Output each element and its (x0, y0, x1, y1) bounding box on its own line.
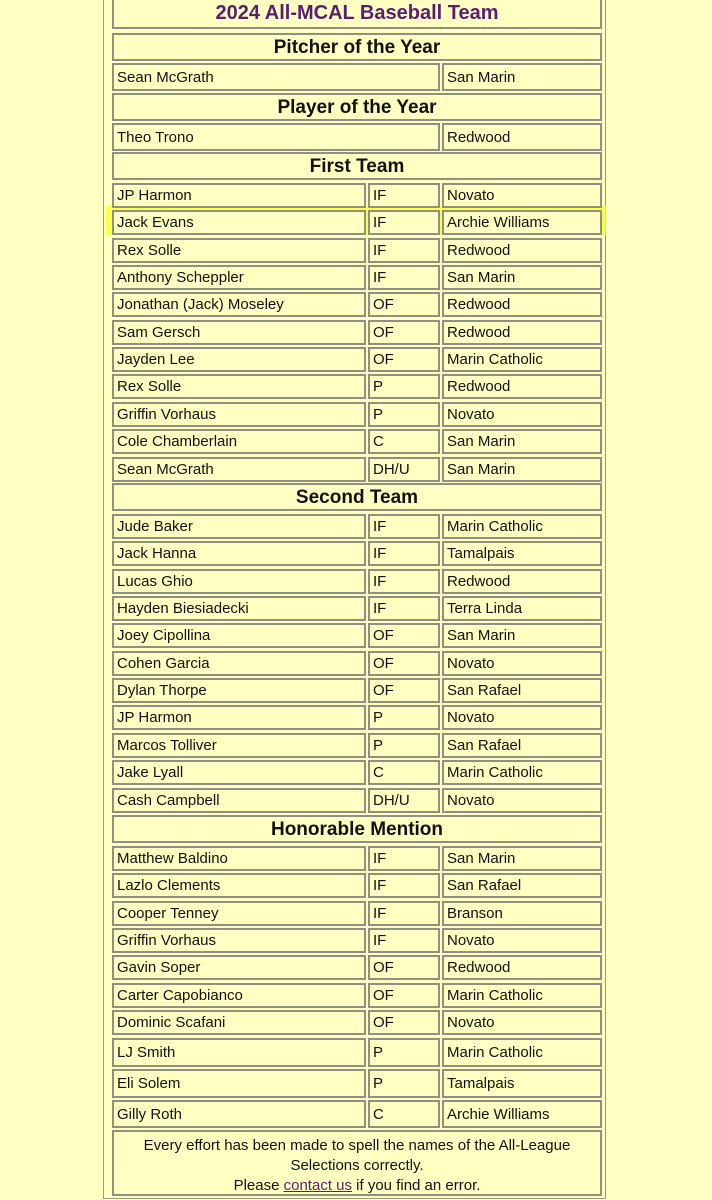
player-position: OF (368, 347, 440, 372)
player-name: Cash Campbell (112, 788, 366, 813)
player-of-year-name: Theo Trono (112, 123, 440, 151)
pitcher-of-year-school: San Marin (442, 63, 602, 91)
player-school: Marin Catholic (442, 514, 602, 539)
player-school: Novato (442, 705, 602, 730)
player-name: Jayden Lee (112, 347, 366, 372)
player-school: Marin Catholic (442, 347, 602, 372)
pitcher-of-year-name: Sean McGrath (112, 63, 440, 91)
player-school: Novato (442, 402, 602, 427)
player-school: San Marin (442, 457, 602, 482)
player-school: Novato (442, 928, 602, 953)
player-name: Sam Gersch (112, 320, 366, 345)
player-position: OF (368, 1010, 440, 1035)
player-position: OF (368, 651, 440, 676)
contact-us-link[interactable]: contact us (283, 1177, 352, 1194)
player-position: IF (368, 928, 440, 953)
player-of-year-school: Redwood (442, 123, 602, 151)
player-name: Matthew Baldino (112, 846, 366, 871)
player-name: Marcos Tolliver (112, 733, 366, 758)
player-position: P (368, 374, 440, 399)
player-name: Griffin Vorhaus (112, 402, 366, 427)
footer-line1: Every effort has been made to spell the names of the All-League Selections correctly. (143, 1137, 571, 1174)
player-name: Jake Lyall (112, 760, 366, 785)
player-school: Redwood (442, 374, 602, 399)
player-school: San Rafael (442, 678, 602, 703)
player-name: Dylan Thorpe (112, 678, 366, 703)
section-heading-player-of-year: Player of the Year (112, 93, 602, 121)
player-position: DH/U (368, 788, 440, 813)
player-school: San Marin (442, 265, 602, 290)
player-position: P (368, 705, 440, 730)
player-position: OF (368, 955, 440, 980)
player-position: IF (368, 901, 440, 926)
player-name: Eli Solem (112, 1069, 366, 1098)
player-position: P (368, 402, 440, 427)
player-school: Novato (442, 788, 602, 813)
player-name: JP Harmon (112, 705, 366, 730)
player-name: LJ Smith (112, 1038, 366, 1067)
player-name: Anthony Scheppler (112, 265, 366, 290)
player-name: Joey Cipollina (112, 623, 366, 648)
player-position: DH/U (368, 457, 440, 482)
player-name: Hayden Biesiadecki (112, 596, 366, 621)
player-position: IF (368, 596, 440, 621)
player-name: Carter Capobianco (112, 983, 366, 1008)
player-name: Cole Chamberlain (112, 429, 366, 454)
player-name: Dominic Scafani (112, 1010, 366, 1035)
player-school: Branson (442, 901, 602, 926)
player-position: C (368, 429, 440, 454)
player-name: Jack Evans (112, 210, 366, 235)
player-name: Lazlo Clements (112, 873, 366, 898)
player-school: San Marin (442, 623, 602, 648)
player-name: Gavin Soper (112, 955, 366, 980)
player-position: OF (368, 678, 440, 703)
player-position: OF (368, 623, 440, 648)
player-school: Novato (442, 183, 602, 208)
player-position: OF (368, 292, 440, 317)
player-school: Archie Williams (442, 210, 602, 235)
player-school: Redwood (442, 569, 602, 594)
player-school: Terra Linda (442, 596, 602, 621)
player-school: San Marin (442, 429, 602, 454)
player-school: San Marin (442, 846, 602, 871)
player-position: IF (368, 846, 440, 871)
player-name: Lucas Ghio (112, 569, 366, 594)
player-position: IF (368, 265, 440, 290)
player-position: P (368, 1038, 440, 1067)
player-school: Tamalpais (442, 1069, 602, 1098)
player-name: Griffin Vorhaus (112, 928, 366, 953)
player-school: Novato (442, 651, 602, 676)
player-position: IF (368, 210, 440, 235)
player-school: San Rafael (442, 733, 602, 758)
footer-after: if you find an error. (356, 1177, 481, 1194)
player-school: Archie Williams (442, 1100, 602, 1128)
honorable_mention-heading: Honorable Mention (112, 815, 602, 843)
footer-please: Please (233, 1177, 280, 1194)
player-school: Marin Catholic (442, 983, 602, 1008)
player-school: Redwood (442, 238, 602, 263)
player-name: Rex Solle (112, 374, 366, 399)
player-position: IF (368, 569, 440, 594)
player-name: Sean McGrath (112, 457, 366, 482)
player-school: Marin Catholic (442, 1038, 602, 1067)
player-position: OF (368, 320, 440, 345)
page-title: 2024 All-MCAL Baseball Team (112, 0, 602, 29)
player-school: Novato (442, 1010, 602, 1035)
player-name: Jude Baker (112, 514, 366, 539)
section-heading-pitcher-of-year: Pitcher of the Year (112, 33, 602, 61)
player-name: Cooper Tenney (112, 901, 366, 926)
player-position: OF (368, 983, 440, 1008)
player-position: IF (368, 238, 440, 263)
player-name: Gilly Roth (112, 1100, 366, 1128)
player-name: Cohen Garcia (112, 651, 366, 676)
player-school: Redwood (442, 955, 602, 980)
player-school: Marin Catholic (442, 760, 602, 785)
player-school: San Rafael (442, 873, 602, 898)
player-name: Jonathan (Jack) Moseley (112, 292, 366, 317)
player-name: Jack Hanna (112, 541, 366, 566)
player-school: Tamalpais (442, 541, 602, 566)
player-name: JP Harmon (112, 183, 366, 208)
second_team-heading: Second Team (112, 483, 602, 511)
player-position: IF (368, 514, 440, 539)
player-school: Redwood (442, 292, 602, 317)
player-position: C (368, 760, 440, 785)
player-position: P (368, 733, 440, 758)
player-position: C (368, 1100, 440, 1128)
first_team-heading: First Team (112, 152, 602, 180)
player-school: Redwood (442, 320, 602, 345)
player-name: Rex Solle (112, 238, 366, 263)
player-position: IF (368, 541, 440, 566)
player-position: P (368, 1069, 440, 1098)
footer-note (112, 1130, 602, 1196)
player-position: IF (368, 183, 440, 208)
player-position: IF (368, 873, 440, 898)
